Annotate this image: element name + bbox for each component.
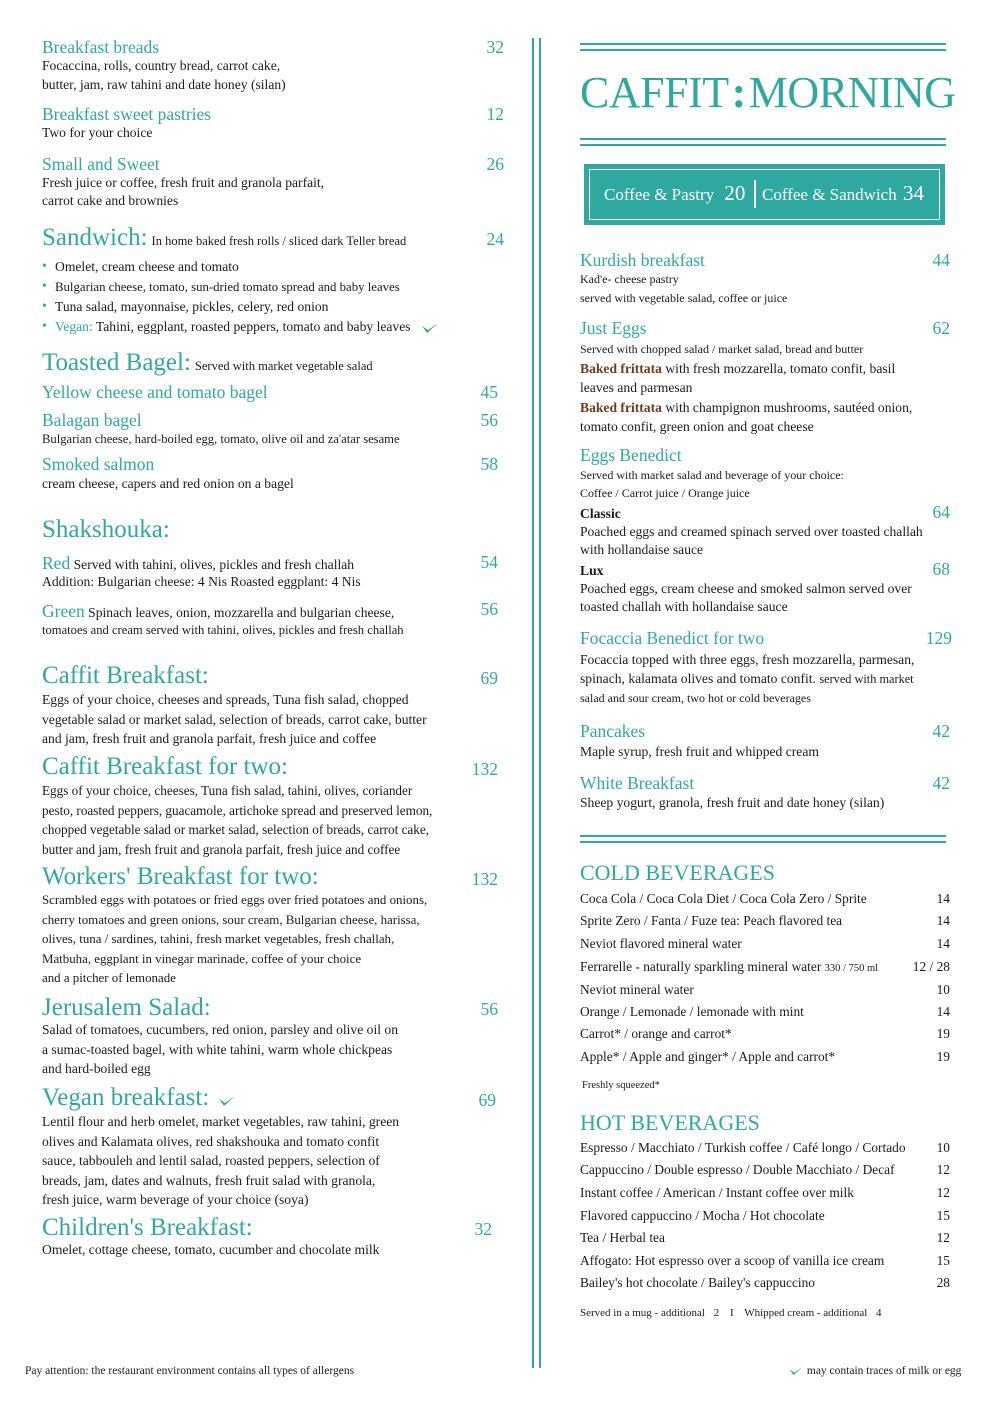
jerusalem-price: 56 [480, 999, 498, 1019]
deal-divider [754, 180, 756, 208]
mug-price: 2 [713, 1307, 720, 1319]
kurdish-desc-2: served with vegetable salad, coffee or juice [580, 291, 788, 305]
bev-name: Cappuccino / Double espresso / Double Macchiato / Decaf [580, 1162, 895, 1177]
white-breakfast-desc: Sheep yogurt, granola, fresh fruit and date honey (silan) [580, 795, 885, 810]
bev-price: 12 [936, 1185, 950, 1200]
focaccia-price: 129 [925, 628, 952, 648]
bev-name: Neviot flavored mineral water [580, 936, 742, 951]
bev-name: Neviot mineral water [580, 982, 694, 997]
extras-note [580, 1307, 882, 1319]
white-breakfast-title: White Breakfast [580, 773, 695, 793]
bev-size: 330 / 750 ml [824, 963, 879, 974]
hot-bev-row [580, 1228, 950, 1248]
vegan-breakfast-line: olives and Kalamata olives, red shakshouka and tomato confit [42, 1133, 380, 1149]
frittata-1-desc: with fresh mozzarella, tomato confit, basil [665, 361, 896, 376]
classic-desc-2: with hollandaise sauce [580, 542, 704, 557]
extras-separator: I [729, 1307, 734, 1319]
bev-price: 10 [936, 1140, 950, 1155]
children-title: Children's Breakfast: [42, 1214, 253, 1241]
frittata-1-label: Baked frittata [580, 361, 662, 376]
vegan-legend-text: may contain traces of milk or egg [806, 1365, 962, 1377]
green-shakshouka [42, 601, 394, 623]
deal2-label: Coffee & Sandwich [762, 185, 897, 204]
caffit-two-line: pesto, roasted peppers, guacamole, artichoke spread and preserved lemon, [42, 802, 433, 818]
cold-bev-row [580, 889, 950, 909]
bev-price: 15 [936, 1253, 950, 1268]
vegan-breakfast-line: breads, jam, dates and walnuts, fresh fruit salad with granola, [42, 1172, 376, 1188]
children-desc: Omelet, cottage cheese, tomato, cucumber and chocolate milk [42, 1242, 380, 1257]
balagan-bagel-price: 56 [480, 410, 498, 430]
red-desc-1: Served with tahini, olives, pickles and fresh challah [73, 557, 355, 572]
sandwich-price: 24 [486, 229, 504, 249]
column-divider-left [532, 38, 534, 1368]
pancakes-price: 42 [932, 721, 950, 741]
balagan-bagel-desc: Bulgarian cheese, hard-boiled egg, tomato, olive oil and za'atar sesame [42, 432, 400, 446]
hot-bev-row [580, 1138, 950, 1158]
deal1-label: Coffee & Pastry [604, 185, 715, 204]
workers-line: and a pitcher of lemonade [42, 971, 176, 985]
bev-name: Ferrarelle - naturally sparkling mineral water [580, 959, 822, 974]
sandwich-item-3: • Tuna salad, mayonnaise, pickles, celery, red onion [42, 297, 492, 317]
caffit-two-line: butter and jam, fresh fruit and granola parfait, fresh juice and coffee [42, 841, 401, 857]
focaccia-desc-2a: spinach, kalamata olives and tomato confit. [580, 671, 816, 686]
caffit-breakfast-desc [42, 690, 427, 749]
vegan-breakfast-line: Lentil flour and herb omelet, market vegetables, raw tahini, green [42, 1114, 400, 1129]
jerusalem-line: Salad of tomatoes, cucumbers, red onion, parsley and olive oil on [42, 1022, 398, 1037]
small-sweet-desc-2: carrot cake and brownies [42, 193, 179, 208]
title-separator: : [731, 68, 746, 117]
red-title: Red [42, 553, 71, 573]
cold-bev-row [580, 1002, 950, 1022]
bev-price: 10 [936, 982, 950, 997]
bev-name: Flavored cappuccino / Mocha / Hot chocolate [580, 1208, 825, 1223]
bev-price: 14 [936, 891, 950, 906]
leaf-check-icon [420, 321, 440, 335]
lux-desc-1: Poached eggs, cream cheese and smoked salmon served over [580, 581, 912, 596]
pancakes-title: Pancakes [580, 721, 646, 741]
pancakes-desc: Maple syrup, fresh fruit and whipped cream [580, 744, 819, 759]
smoked-salmon-title: Smoked salmon [42, 454, 155, 474]
just-eggs-desc: Served with chopped salad / market salad, bread and butter [580, 342, 864, 356]
jerusalem-line: a sumac-toasted bagel, with white tahini, warm whole chickpeas [42, 1041, 393, 1057]
classic-label: Classic [580, 506, 621, 521]
cold-bev-row [580, 957, 950, 977]
sandwich-note: In home baked fresh rolls / sliced dark Teller bread [151, 234, 407, 248]
leaf-check-icon [217, 1094, 237, 1108]
sweet-pastries-desc: Two for your choice [42, 125, 153, 140]
deal1-price: 20 [724, 181, 746, 205]
workers-line: Matbuha, eggplant in vinegar marinade, coffee of your choice [42, 951, 362, 966]
sandwich-header [42, 224, 406, 252]
cold-bev-row [580, 1024, 950, 1044]
sweet-pastries-title: Breakfast sweet pastries [42, 104, 212, 124]
deal-box [584, 164, 945, 225]
vegan-breakfast-price: 69 [478, 1090, 496, 1110]
benedict-desc-1: Served with market salad and beverage of your choice: [580, 468, 844, 482]
balagan-bagel-title: Balagan bagel [42, 410, 142, 430]
bev-name: Sprite Zero / Fanta / Fuze tea: Peach flavored tea [580, 913, 843, 928]
bev-price: 14 [936, 913, 950, 928]
header-rule-bottom-2 [580, 144, 946, 146]
sweet-pastries-price: 12 [486, 104, 504, 124]
jerusalem-title: Jerusalem Salad: [42, 994, 211, 1021]
caffit-breakfast-title: Caffit Breakfast: [42, 662, 209, 689]
bev-name: Affogato: Hot espresso over a scoop of vanilla ice cream [580, 1253, 885, 1268]
cold-bev-row [580, 934, 950, 954]
red-price: 54 [480, 552, 498, 572]
focaccia-desc-2 [580, 669, 914, 690]
bev-name: Tea / Herbal tea [580, 1230, 665, 1245]
title-morning: MORNING [748, 68, 956, 117]
toasted-bagel-note: Served with market vegetable salad [194, 359, 373, 373]
bev-price: 12 / 28 [912, 959, 950, 974]
caffit-two-line: Eggs of your choice, cheeses, Tuna fish salad, tahini, olives, coriander [42, 783, 413, 798]
focaccia-desc-3: salad and sour cream, two hot or cold beverages [580, 691, 811, 705]
classic-desc-1: Poached eggs and creamed spinach served over toasted challah [580, 524, 923, 539]
caffit-two-desc [42, 781, 432, 859]
beverages-rule-2 [580, 841, 946, 843]
deal-coffee-pastry [604, 181, 745, 207]
workers-line: olives, tuna / sardines, tahini, fresh market vegetables, fresh challah, [42, 932, 395, 946]
jerusalem-line: and hard-boiled egg [42, 1061, 151, 1076]
sandwich-item-vegan [42, 317, 492, 337]
cold-bev-row [580, 980, 950, 1000]
vegan-breakfast-line: fresh juice, warm beverage of your choice (soya) [42, 1192, 309, 1207]
frittata-2-desc-2: tomato confit, green onion and goat cheese [580, 419, 814, 434]
bev-price: 15 [936, 1208, 950, 1223]
workers-price: 132 [471, 869, 498, 889]
smoked-salmon-price: 58 [480, 454, 498, 474]
sandwich-item-1: • Omelet, cream cheese and tomato [42, 257, 492, 277]
deal-coffee-sandwich [762, 181, 924, 207]
hot-bev-row [580, 1251, 950, 1271]
lux-desc-2: toasted challah with hollandaise sauce [580, 599, 788, 614]
green-title: Green [42, 601, 85, 621]
header-rule-bottom-1 [580, 138, 946, 140]
small-sweet-desc-1: Fresh juice or coffee, fresh fruit and granola parfait, [42, 175, 325, 190]
bev-name: Coca Cola / Coca Cola Diet / Coca Cola Zero / Sprite [580, 891, 867, 906]
benedict-desc-2: Coffee / Carrot juice / Orange juice [580, 486, 750, 500]
red-desc-2: Addition: Bulgarian cheese: 4 Nis Roasted eggplant: 4 Nis [42, 574, 361, 589]
breakfast-breads-price: 32 [486, 37, 504, 57]
hot-bev-row [580, 1160, 950, 1180]
small-sweet-title: Small and Sweet [42, 154, 160, 174]
breakfast-breads-desc-1: Focaccina, rolls, country bread, carrot cake, [42, 58, 281, 73]
leaf-check-icon [788, 1365, 804, 1377]
vegan-breakfast-desc [42, 1112, 399, 1210]
kurdish-price: 44 [932, 250, 950, 270]
bev-price: 14 [936, 1004, 950, 1019]
workers-line: Scrambled eggs with potatoes or fried eggs over fried potatoes and onions, [42, 893, 428, 907]
page-title [580, 66, 956, 120]
workers-line: cherry tomatoes and green onions, sour cream, Bulgarian cheese, harissa, [42, 912, 420, 927]
cream-price: 4 [876, 1307, 882, 1319]
shakshouka-title: Shakshouka: [42, 516, 170, 543]
toasted-bagel-title: Toasted Bagel: [42, 349, 191, 376]
breakfast-breads-title: Breakfast breads [42, 37, 160, 57]
lux-label: Lux [580, 563, 604, 578]
bev-name: Orange / Lemonade / lemonade with mint [580, 1004, 804, 1019]
vegan-item: Tahini, eggplant, roasted peppers, tomato and baby leaves [95, 319, 411, 334]
caffit-two-line: chopped vegetable salad or market salad, selection of breads, carrot cake, [42, 822, 430, 837]
kurdish-title: Kurdish breakfast [580, 250, 705, 270]
mug-label: Served in a mug - additional [580, 1307, 705, 1319]
caffit-breakfast-line: and jam, fresh fruit and granola parfait, fresh juice and coffee [42, 731, 377, 746]
header-rule-top-2 [580, 49, 946, 51]
caffit-two-price: 132 [471, 759, 498, 779]
frittata-1 [580, 359, 895, 379]
title-caffit: CAFFIT [580, 68, 729, 117]
freshly-squeezed-note: Freshly squeezed* [582, 1080, 660, 1091]
sandwich-item-2: • Bulgarian cheese, tomato, sun-dried tomato spread and baby leaves [42, 277, 492, 297]
kurdish-desc-1: Kad'e- cheese pastry [580, 272, 679, 286]
lux-price: 68 [932, 559, 950, 579]
just-eggs-title: Just Eggs [580, 318, 647, 338]
bev-price: 12 [936, 1230, 950, 1245]
frittata-2-label: Baked frittata [580, 400, 662, 415]
focaccia-desc-2b: served with market [819, 672, 914, 686]
hot-beverages-title: HOT BEVERAGES [580, 1110, 760, 1135]
frittata-2-desc: with champignon mushrooms, sautéed onion, [665, 400, 913, 415]
yellow-bagel-price: 45 [480, 382, 498, 402]
bev-price: 12 [936, 1162, 950, 1177]
cold-bev-row [580, 911, 950, 931]
frittata-1-desc-2: leaves and parmesan [580, 380, 693, 395]
bev-name: Carrot* / orange and carrot* [580, 1026, 732, 1041]
caffit-breakfast-price: 69 [480, 668, 498, 688]
classic-price: 64 [932, 502, 950, 522]
workers-desc [42, 891, 427, 989]
cream-label: Whipped cream - additional [744, 1307, 868, 1319]
vegan-label: Vegan: [55, 319, 93, 334]
green-desc-1: Spinach leaves, onion, mozzarella and bulgarian cheese, [88, 605, 395, 620]
cold-bev-row [580, 1047, 950, 1067]
focaccia-title: Focaccia Benedict for two [580, 628, 765, 648]
vegan-breakfast-header [42, 1084, 237, 1112]
vegan-breakfast-title: Vegan breakfast: [42, 1084, 210, 1111]
benedict-title: Eggs Benedict [580, 445, 682, 465]
bev-name: Bailey's hot chocolate / Bailey's cappuccino [580, 1275, 815, 1290]
hot-bev-row [580, 1273, 950, 1293]
bev-name: Instant coffee / American / Instant coffee over milk [580, 1185, 854, 1200]
bev-price: 19 [936, 1049, 950, 1064]
deal2-price: 34 [902, 181, 924, 205]
yellow-bagel-title: Yellow cheese and tomato bagel [42, 382, 268, 402]
green-price: 56 [480, 599, 498, 619]
beverages-rule-1 [580, 835, 946, 837]
vegan-breakfast-line: sauce, tabbouleh and lentil salad, roasted peppers, selection of [42, 1153, 380, 1168]
workers-title: Workers' Breakfast for two: [42, 863, 319, 890]
smoked-salmon-desc: cream cheese, capers and red onion on a bagel [42, 476, 294, 491]
bev-price: 19 [936, 1026, 950, 1041]
bev-name: Espresso / Macchiato / Turkish coffee / Café longo / Cortado [580, 1140, 906, 1155]
frittata-2 [580, 398, 912, 418]
caffit-two-title: Caffit Breakfast for two: [42, 753, 288, 780]
green-desc-2: tomatoes and cream served with tahini, olives, pickles and fresh challah [42, 623, 404, 637]
children-price: 32 [474, 1219, 492, 1239]
cold-beverages-title: COLD BEVERAGES [580, 860, 775, 885]
column-divider-right [539, 38, 541, 1368]
jerusalem-desc [42, 1020, 398, 1079]
bev-price: 28 [936, 1275, 950, 1290]
sandwich-list [42, 257, 492, 337]
caffit-breakfast-line: vegetable salad or market salad, selection of breads, carrot cake, butter [42, 711, 427, 727]
header-rule-top-1 [580, 43, 946, 45]
bev-name: Apple* / Apple and ginger* / Apple and carrot* [580, 1049, 836, 1064]
hot-bev-row [580, 1183, 950, 1203]
toasted-bagel-header [42, 349, 373, 377]
bev-price: 14 [936, 936, 950, 951]
breakfast-breads-desc-2: butter, jam, raw tahini and date honey (silan) [42, 77, 286, 92]
allergen-note: Pay attention: the restaurant environment contains all types of allergens [25, 1365, 355, 1377]
just-eggs-price: 62 [932, 318, 950, 338]
sandwich-title: Sandwich: [42, 224, 148, 251]
white-breakfast-price: 42 [932, 773, 950, 793]
vegan-legend [788, 1365, 961, 1377]
focaccia-desc-1: Focaccia topped with three eggs, fresh mozzarella, parmesan, [580, 652, 915, 667]
hot-bev-row [580, 1206, 950, 1226]
small-sweet-price: 26 [486, 154, 504, 174]
caffit-breakfast-line: Eggs of your choice, cheeses and spreads, Tuna fish salad, chopped [42, 692, 409, 707]
